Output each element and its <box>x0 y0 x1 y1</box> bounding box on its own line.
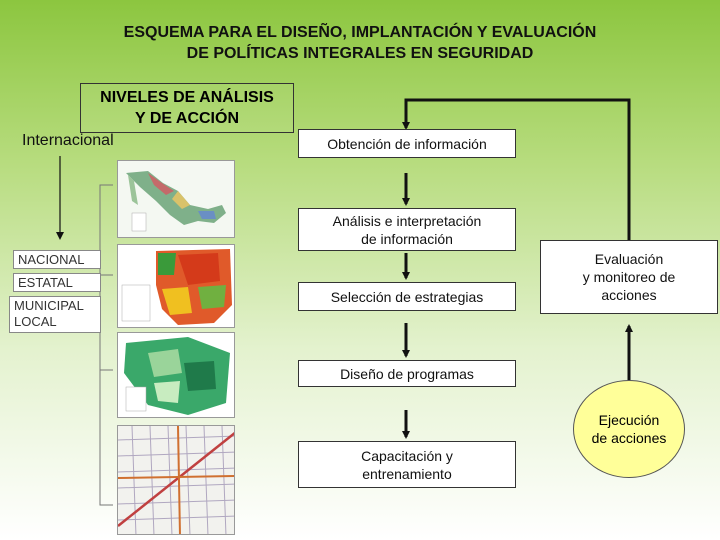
map-municipal <box>117 332 235 418</box>
map-national <box>117 160 235 238</box>
step-capacitacion-line-2: entrenamiento <box>362 465 452 482</box>
step-ejecucion-line-2: de acciones <box>591 430 667 446</box>
levels-heading-box <box>80 83 294 133</box>
step-evaluacion-line-3: acciones <box>601 287 657 303</box>
state-map-image <box>118 245 235 328</box>
mexico-map-image <box>118 161 235 238</box>
municipal-map-image <box>118 333 235 418</box>
step-seleccion: Selección de estrategias <box>298 282 516 311</box>
bracket-map-1 <box>100 185 113 505</box>
step-obtencion: Obtención de información <box>298 129 516 158</box>
step-analisis-line-2: de información <box>361 230 453 247</box>
step-analisis <box>298 208 516 251</box>
title-line-2: DE POLÍTICAS INTEGRALES EN SEGURIDAD <box>186 45 534 62</box>
step-evaluacion <box>540 240 718 314</box>
step-ejecucion <box>573 380 685 478</box>
step-capacitacion-line-1: Capacitación y <box>361 447 453 464</box>
step-diseno: Diseño de programas <box>298 360 516 387</box>
step-evaluacion-line-1: Evaluación <box>594 251 664 267</box>
local-street-map-image <box>118 426 235 535</box>
level-municipal-local <box>9 296 101 333</box>
level-municipal: MUNICIPAL <box>14 298 84 313</box>
level-estatal: ESTATAL <box>13 273 101 292</box>
levels-heading-line-2: Y DE ACCIÓN <box>134 110 239 127</box>
level-local: LOCAL <box>14 314 57 329</box>
level-nacional: NACIONAL <box>13 250 101 269</box>
level-internacional: Internacional <box>22 132 114 149</box>
levels-heading-line-1: NIVELES DE ANÁLISIS <box>100 89 274 106</box>
step-analisis-line-1: Análisis e interpretación <box>332 212 482 229</box>
map-local <box>117 425 235 535</box>
title-line-1: ESQUEMA PARA EL DISEÑO, IMPLANTACIÓN Y EVALUACIÓN <box>123 24 597 41</box>
step-ejecucion-line-1: Ejecución <box>598 412 660 428</box>
step-capacitacion <box>298 441 516 488</box>
step-evaluacion-line-2: y monitoreo de <box>582 269 676 285</box>
map-state <box>117 244 235 328</box>
